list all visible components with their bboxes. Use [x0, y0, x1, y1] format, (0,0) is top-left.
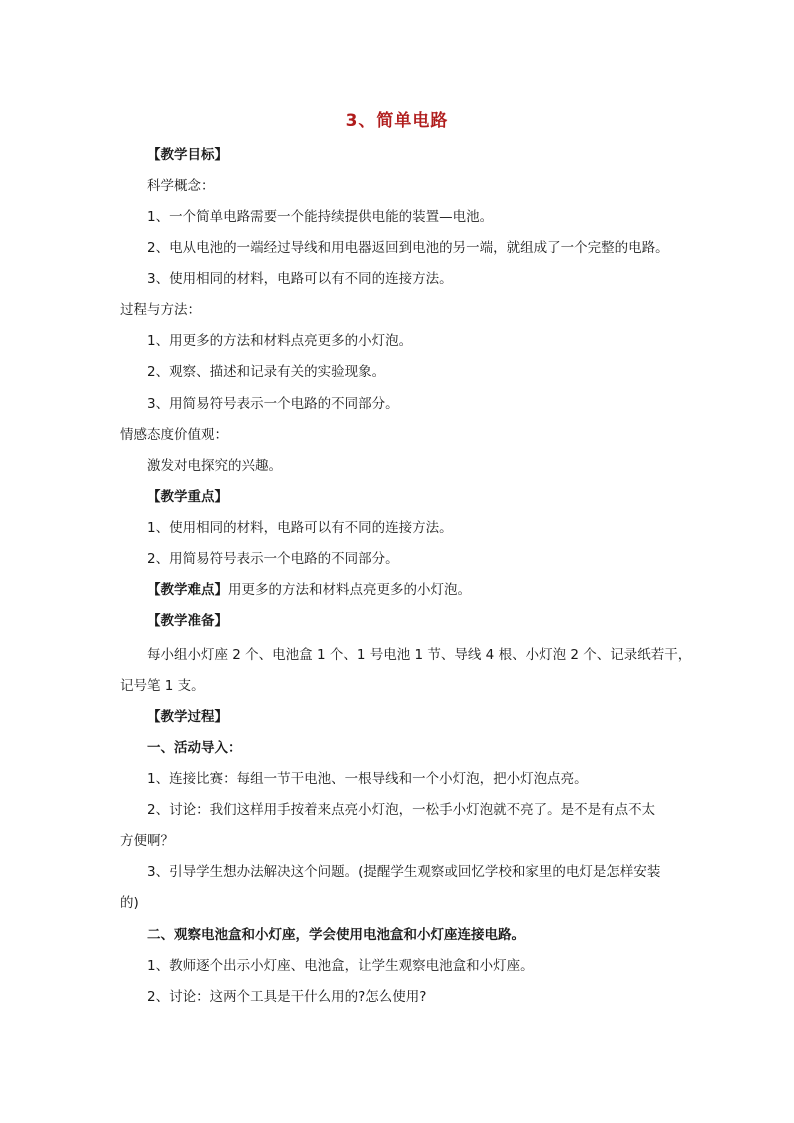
concept-item: 2、电从电池的一端经过导线和用电器返回到电池的另一端，就组成了一个完整的电路。: [147, 240, 669, 256]
prep-text: 每小组小灯座 2 个、电池盒 1 个、1 号电池 1 节、导线 4 根、小灯泡 2 个、记录纸若干，: [147, 647, 692, 663]
difficult-heading: 【教学难点】: [147, 582, 228, 598]
process-item: 1、用更多的方法和材料点亮更多的小灯泡。: [147, 333, 413, 349]
emotion-label: 情感态度价值观：: [120, 427, 228, 443]
emotion-text: 激发对电探究的兴趣。: [147, 458, 282, 474]
process-item: 3、用简易符号表示一个电路的不同部分。: [147, 396, 399, 412]
key-heading: 【教学重点】: [147, 489, 228, 505]
concept-item: 3、使用相同的材料，电路可以有不同的连接方法。: [147, 271, 453, 287]
process-label: 过程与方法：: [120, 302, 201, 318]
section-item-continued: 方便啊？: [120, 833, 174, 849]
document-title: 3、简单电路: [345, 111, 449, 131]
process-heading: 【教学过程】: [147, 709, 228, 725]
key-point: 2、用简易符号表示一个电路的不同部分。: [147, 551, 399, 567]
concept-label: 科学概念：: [147, 178, 215, 194]
difficult-text: 用更多的方法和材料点亮更多的小灯泡。: [228, 582, 471, 598]
section-item: 1、连接比赛：每组一节干电池、一根导线和一个小灯泡，把小灯泡点亮。: [147, 771, 588, 787]
section-item-continued: 的): [120, 895, 139, 911]
key-point: 1、使用相同的材料，电路可以有不同的连接方法。: [147, 520, 453, 536]
concept-item: 1、一个简单电路需要一个能持续提供电能的装置—电池。: [147, 209, 494, 225]
section-item: 1、教师逐个出示小灯座、电池盒，让学生观察电池盒和小灯座。: [147, 958, 534, 974]
difficult-row: [147, 580, 471, 600]
process-item: 2、观察、描述和记录有关的实验现象。: [147, 364, 386, 380]
section-item: 3、引导学生想办法解决这个问题。(提醒学生观察或回忆学校和家里的电灯是怎样安装: [147, 864, 661, 880]
section-item: 2、讨论：这两个工具是干什么用的?怎么使用?: [147, 989, 427, 1005]
prep-heading: 【教学准备】: [147, 613, 228, 629]
section-item: 2、讨论：我们这样用手按着来点亮小灯泡，一松手小灯泡就不亮了。是不是有点不太: [147, 802, 656, 818]
section-heading: 二、观察电池盒和小灯座，学会使用电池盒和小灯座连接电路。: [147, 927, 525, 943]
goal-heading: 【教学目标】: [147, 147, 228, 163]
section-heading: 一、活动导入：: [147, 740, 242, 756]
prep-text-continued: 记号笔 1 支。: [120, 678, 205, 694]
